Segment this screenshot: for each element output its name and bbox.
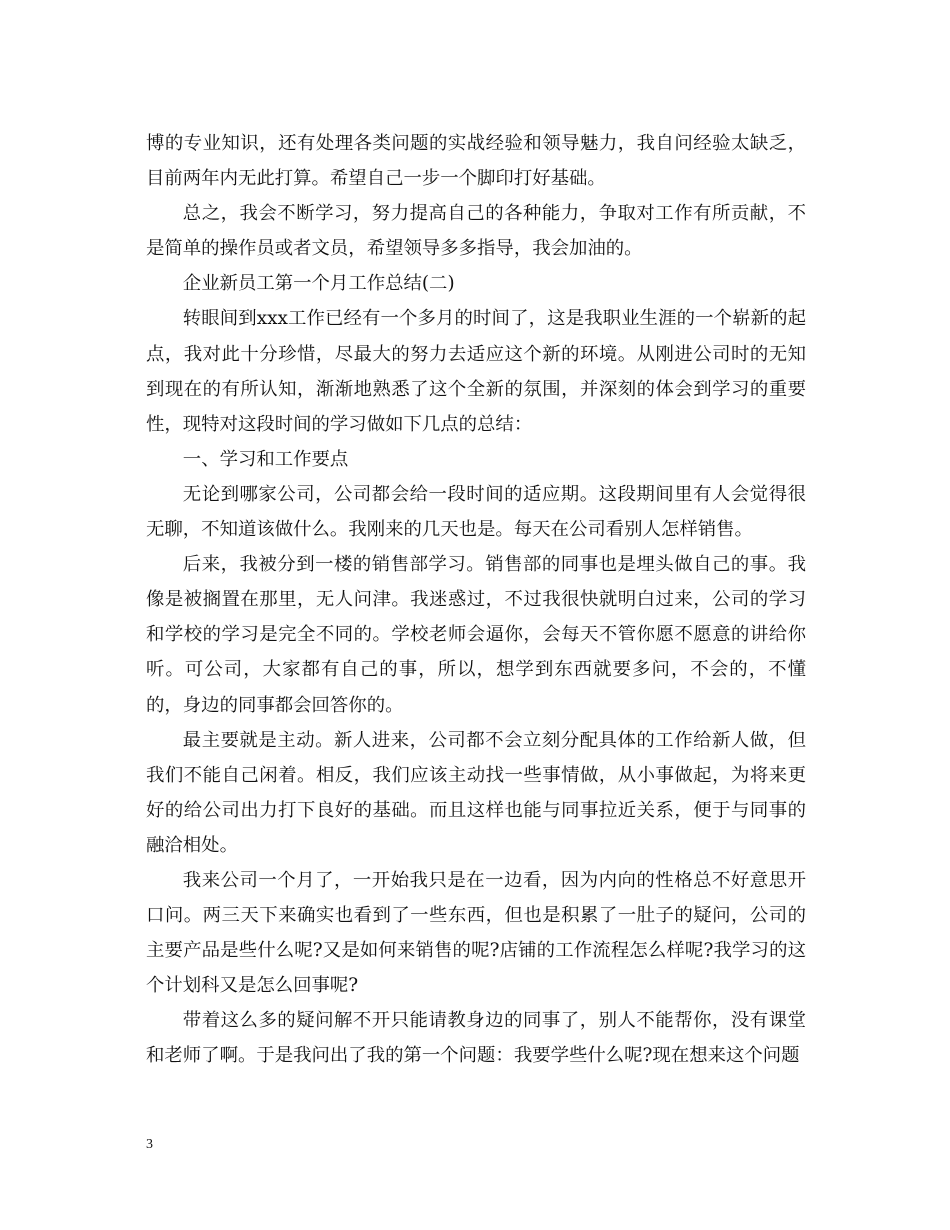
subsection-heading: 一、学习和工作要点 xyxy=(182,448,349,470)
paragraph-4: 转眼间到xxx工作已经有一个多月的时间了，这是我职业生涯的一个崭新的起点，我对此十分珍惜，尽最大的努力去适应这个新的环境。从刚进公司时的无知到现在的有所认知，渐渐地熟悉了这个全新的氛围，并深刻的体会到学习的重要性，现特对这段时间的学习做如下几点的总结： xyxy=(146,308,806,435)
document-body xyxy=(146,126,806,1074)
paragraph-9: 我来公司一个月了，一开始我只是在一边看，因为内向的性格总不好意思开口问。两三天下来确实也看到了一些东西，但也是积累了一肚子的疑问，公司的主要产品是些什么呢?又是如何来销售的呢?店铺的工作流程怎么样呢?我学习的这个计划科又是怎么回事呢? xyxy=(146,869,806,997)
paragraph-7: 后来，我被分到一楼的销售部学习。销售部的同事也是埋头做自己的事。我像是被搁置在那里，无人问津。我迷惑过，不过我很快就明白过来，公司的学习和学校的学习是完全不同的。学校老师会逼你，会每天不管你愿不愿意的讲给你听。可公司，大家都有自己的事，所以，想学到东西就要多问，不会的，不懂的，身边的同事都会回答你的。 xyxy=(146,554,806,716)
page-number: 3 xyxy=(146,1137,153,1152)
paragraph-8: 最主要就是主动。新人进来，公司都不会立刻分配具体的工作给新人做，但我们不能自己闲着。相反，我们应该主动找一些事情做，从小事做起，为将来更好的给公司出力打下良好的基础。而且这样也能与同事拉近关系，便于与同事的融洽相处。 xyxy=(146,729,806,856)
paragraph-6: 无论到哪家公司，公司都会给一段时间的适应期。这段期间里有人会觉得很无聊，不知道该做什么。我刚来的几天也是。每天在公司看别人怎样销售。 xyxy=(146,483,806,541)
paragraph-10: 带着这么多的疑问解不开只能请教身边的同事了，别人不能帮你，没有课堂和老师了啊。于是我问出了我的第一个问题：我要学些什么呢?现在想来这个问题 xyxy=(146,1010,806,1067)
section-title: 企业新员工第一个月工作总结(二) xyxy=(182,273,455,295)
paragraph-2: 总之，我会不断学习，努力提高自己的各种能力，争取对工作有所贡献，不是简单的操作员或者文员，希望领导多多指导，我会加油的。 xyxy=(146,203,806,260)
paragraph-1: 博的专业知识，还有处理各类问题的实战经验和领导魅力，我自问经验太缺乏，目前两年内无此打算。希望自己一步一个脚印打好基础。 xyxy=(146,133,806,190)
